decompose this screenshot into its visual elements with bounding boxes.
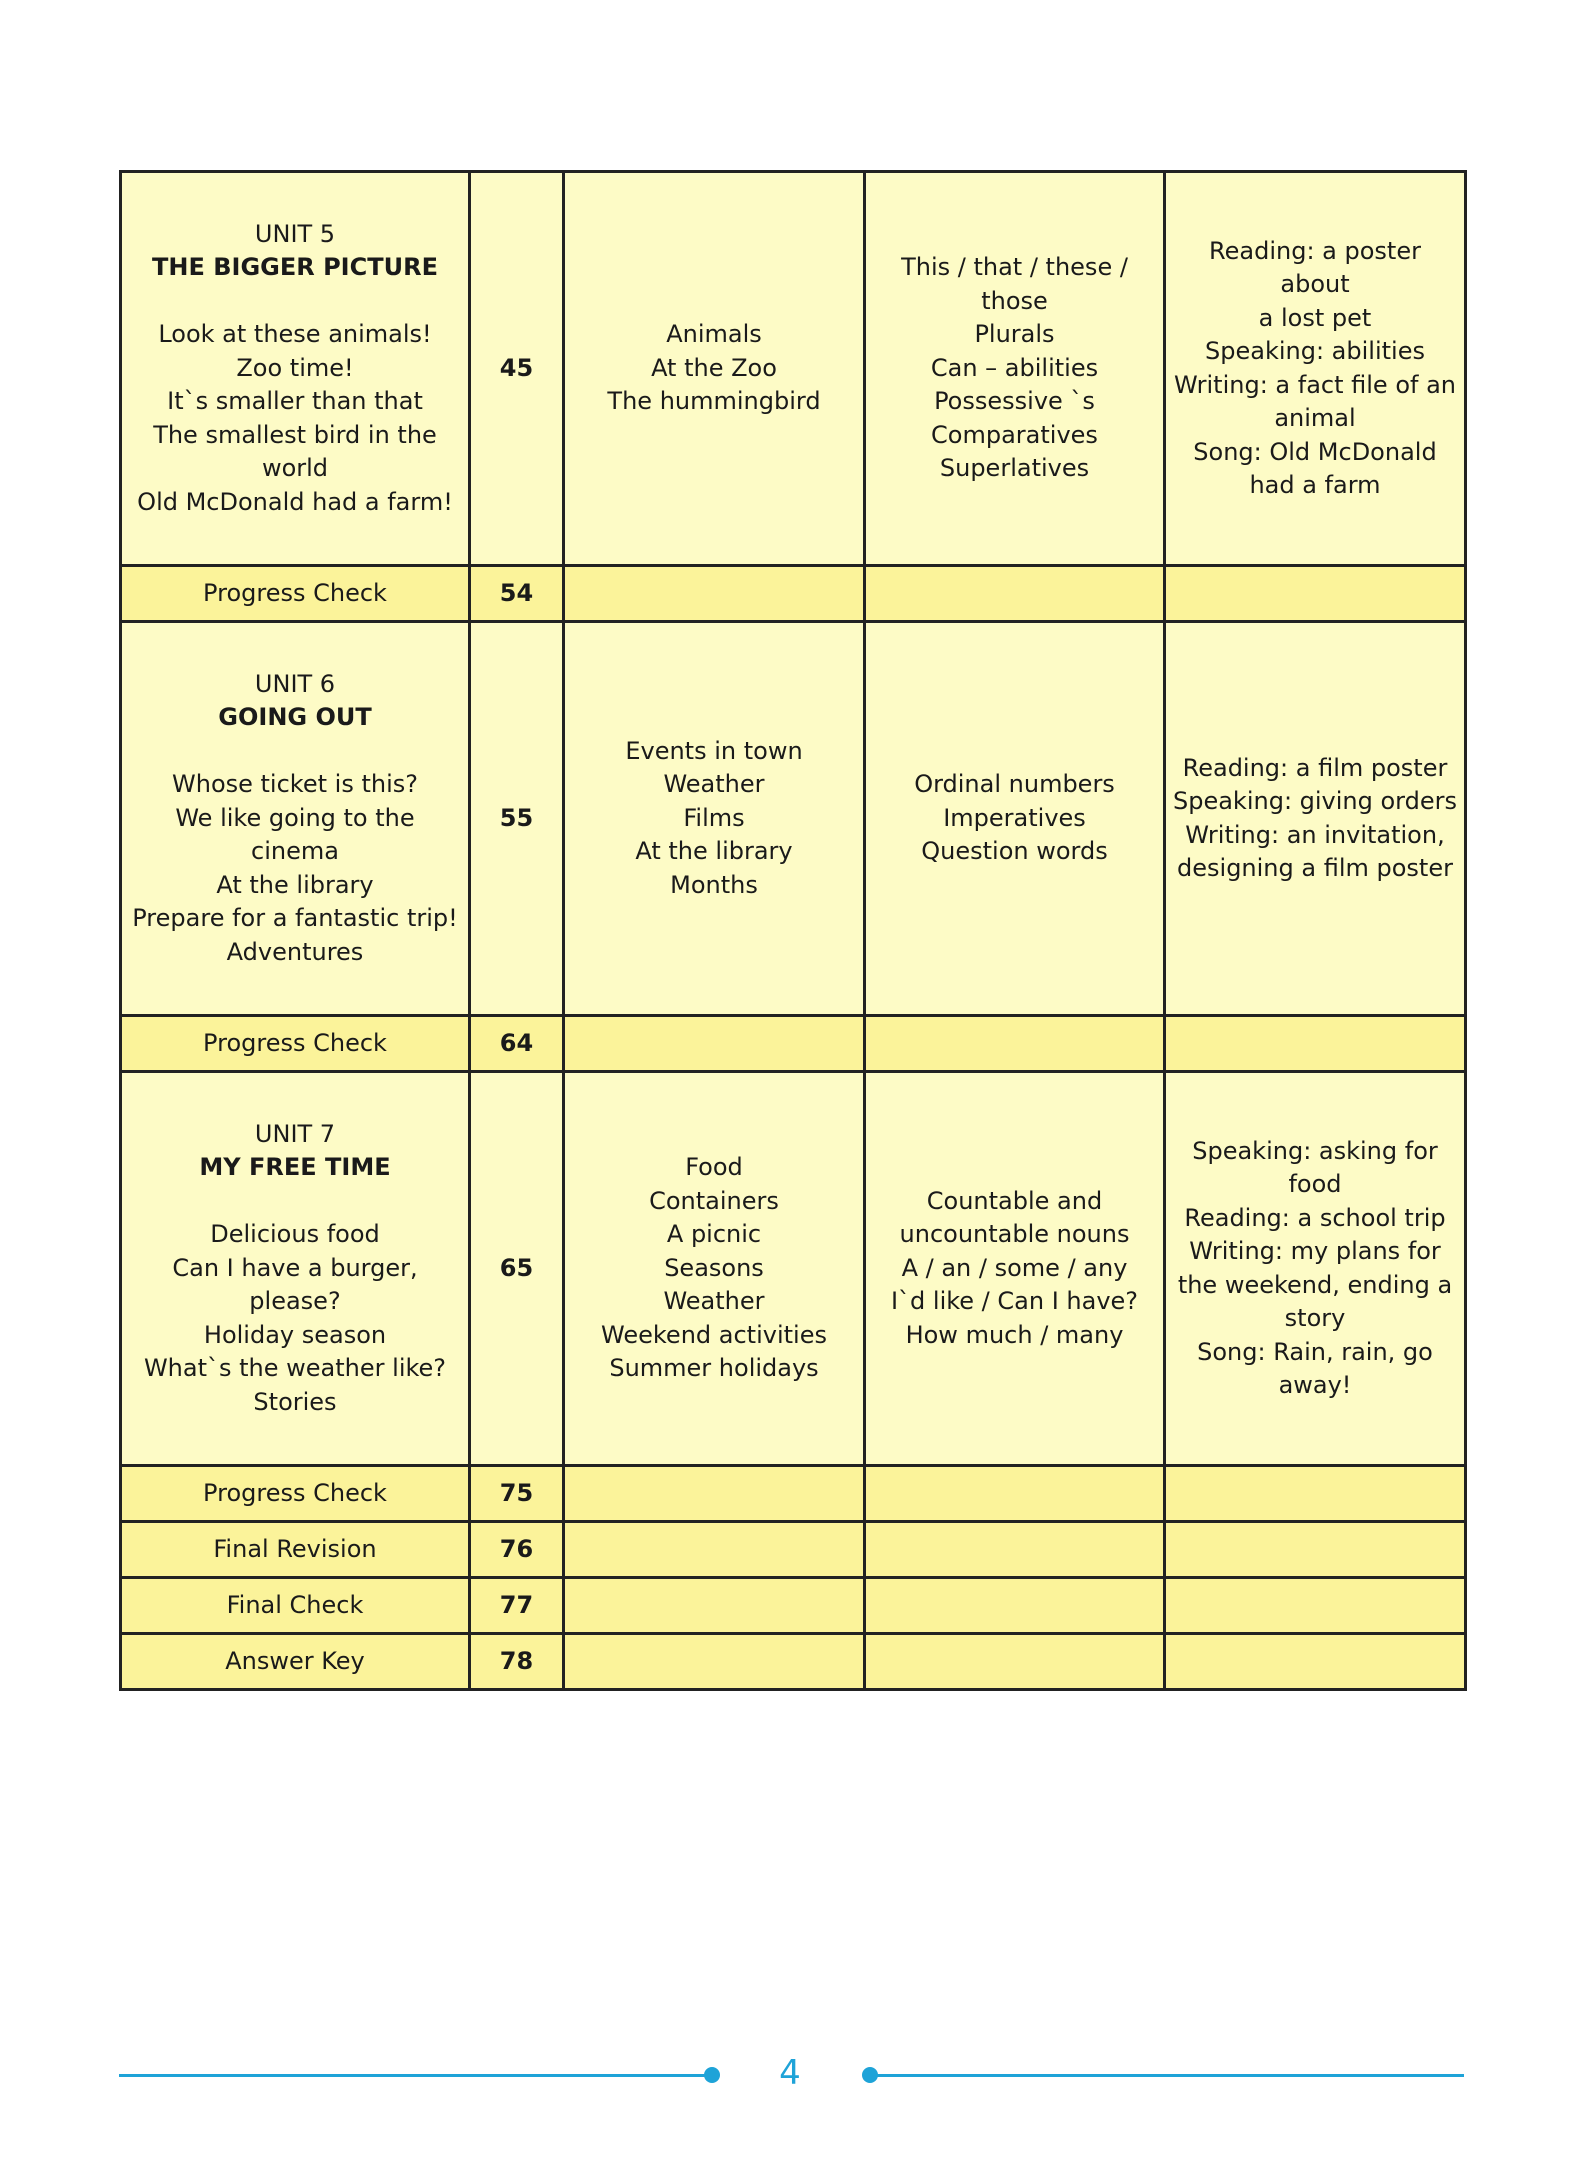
empty-cell [865, 1466, 1165, 1522]
text-line: a lost pet [1258, 303, 1372, 332]
text-line: Holiday season [203, 1320, 387, 1349]
footer-rule-right [870, 2074, 1464, 2077]
text-line: animal [1274, 404, 1356, 432]
text-line: designing a film poster [1177, 854, 1453, 882]
page-number-cell: 55 [470, 622, 564, 1016]
unit-label: UNIT 5 [254, 219, 336, 248]
unit-row [121, 1072, 1466, 1466]
vocabulary-cell [564, 1072, 865, 1466]
text-line: A picnic [666, 1220, 762, 1249]
text-line: away! [1278, 1371, 1352, 1399]
empty-cell [865, 1522, 1165, 1578]
text-line: Countable and [926, 1186, 1103, 1215]
text-line: Zoo time! [236, 353, 354, 382]
text-line: At the library [216, 870, 374, 899]
text-line: Containers [649, 1186, 779, 1215]
grammar-cell [865, 1072, 1165, 1466]
text-line: A / an / some / any [901, 1253, 1128, 1282]
skills-cell [1165, 622, 1466, 1016]
text-line: Question words [921, 837, 1108, 866]
text-line: Can – abilities [930, 353, 1099, 382]
text-line: The smallest bird in the world [153, 420, 437, 483]
check-row [121, 1522, 1466, 1578]
unit-cell [121, 172, 470, 566]
empty-cell [1165, 1466, 1466, 1522]
contents-table [119, 170, 1467, 1691]
grammar-cell [865, 172, 1165, 566]
empty-cell [1165, 1522, 1466, 1578]
check-label: Progress Check [121, 566, 470, 622]
text-line: story [1284, 1304, 1346, 1332]
check-row [121, 1634, 1466, 1690]
text-line: uncountable nouns [899, 1220, 1130, 1249]
check-label: Progress Check [121, 1466, 470, 1522]
page-number: 4 [779, 2053, 801, 2093]
text-line: How much / many [905, 1320, 1124, 1349]
check-page: 54 [470, 566, 564, 622]
empty-cell [564, 566, 865, 622]
text-line: This / that / these / [901, 253, 1128, 282]
text-line: those [981, 286, 1048, 315]
text-line: Delicious food [210, 1220, 380, 1249]
text-line: Writing: a fact file of an [1173, 370, 1456, 399]
lesson-list [128, 318, 462, 519]
check-row [121, 1578, 1466, 1634]
lesson-list [128, 1218, 462, 1419]
empty-cell [865, 1016, 1165, 1072]
unit-label: UNIT 7 [254, 1119, 336, 1148]
lesson-list [128, 768, 462, 969]
text-line: Animals [666, 320, 762, 349]
empty-cell [564, 1578, 865, 1634]
text-line: Summer holidays [609, 1354, 819, 1383]
text-line: Speaking: asking for [1192, 1136, 1438, 1165]
text-line: Plurals [974, 320, 1055, 349]
text-line: Can I have a burger, please? [172, 1253, 418, 1316]
check-page: 76 [470, 1522, 564, 1578]
text-line: Events in town [625, 736, 803, 765]
empty-cell [865, 566, 1165, 622]
unit-row [121, 622, 1466, 1016]
check-label: Answer Key [121, 1634, 470, 1690]
text-line: Seasons [664, 1253, 764, 1282]
empty-cell [1165, 1634, 1466, 1690]
text-line: Weekend activities [601, 1320, 827, 1349]
footer-dot-left [704, 2067, 720, 2083]
text-line: Speaking: giving orders [1172, 787, 1457, 815]
vocabulary-cell [564, 622, 865, 1016]
text-line: Weather [663, 1287, 765, 1316]
check-label: Final Revision [121, 1522, 470, 1578]
page-number-cell: 45 [470, 172, 564, 566]
check-label: Final Check [121, 1578, 470, 1634]
check-row [121, 1016, 1466, 1072]
text-line: What`s the weather like? [143, 1354, 447, 1383]
empty-cell [564, 1466, 865, 1522]
check-page: 75 [470, 1466, 564, 1522]
text-line: Stories [253, 1387, 337, 1416]
vocabulary-cell [564, 172, 865, 566]
text-line: The hummingbird [607, 387, 821, 416]
text-line: Prepare for a fantastic trip! [132, 904, 458, 933]
text-line: Months [670, 870, 758, 899]
empty-cell [1165, 1016, 1466, 1072]
empty-cell [1165, 1578, 1466, 1634]
text-line: Reading: a film poster [1182, 753, 1448, 782]
text-line: Adventures [226, 937, 364, 966]
text-line: Comparatives [931, 420, 1098, 449]
text-line: Weather [663, 770, 765, 799]
text-line: the weekend, ending a [1177, 1270, 1453, 1299]
text-line: Whose ticket is this? [172, 770, 418, 799]
grammar-cell [865, 622, 1165, 1016]
page-number-cell: 65 [470, 1072, 564, 1466]
text-line: Writing: my plans for [1189, 1237, 1441, 1265]
text-line: Reading: a school trip [1184, 1203, 1446, 1232]
empty-cell [1165, 566, 1466, 622]
check-row [121, 566, 1466, 622]
text-line: Films [683, 803, 745, 832]
check-page: 77 [470, 1578, 564, 1634]
text-line: Song: Old McDonald [1193, 437, 1437, 466]
check-page: 78 [470, 1634, 564, 1690]
text-line: Superlatives [939, 454, 1090, 483]
empty-cell [865, 1634, 1165, 1690]
text-line: At the Zoo [651, 353, 777, 382]
check-page: 64 [470, 1016, 564, 1072]
skills-cell [1165, 172, 1466, 566]
unit-row [121, 172, 1466, 566]
empty-cell [865, 1578, 1165, 1634]
text-line: Writing: an invitation, [1185, 820, 1445, 849]
footer-rule-left [119, 2074, 711, 2077]
contents-body [121, 172, 1466, 1690]
check-row [121, 1466, 1466, 1522]
text-line: Possessive `s [934, 387, 1095, 416]
check-label: Progress Check [121, 1016, 470, 1072]
text-line: Ordinal numbers [914, 770, 1115, 799]
unit-label: UNIT 6 [254, 669, 336, 698]
empty-cell [564, 1522, 865, 1578]
skills-cell [1165, 1072, 1466, 1466]
text-line: Speaking: abilities [1205, 337, 1425, 365]
text-line: Food [685, 1153, 743, 1182]
unit-title: GOING OUT [218, 703, 372, 732]
unit-cell [121, 1072, 470, 1466]
empty-cell [564, 1016, 865, 1072]
text-line: We like going to the cinema [175, 803, 415, 866]
unit-title: THE BIGGER PICTURE [152, 253, 438, 282]
empty-cell [564, 1634, 865, 1690]
text-line: had a farm [1249, 471, 1381, 499]
text-line: Old McDonald had a farm! [137, 487, 453, 516]
unit-title: MY FREE TIME [199, 1153, 391, 1182]
text-line: I`d like / Can I have? [890, 1287, 1139, 1316]
unit-cell [121, 622, 470, 1016]
text-line: It`s smaller than that [167, 387, 423, 416]
text-line: food [1288, 1170, 1342, 1198]
text-line: Reading: a poster about [1209, 236, 1421, 298]
text-line: Look at these animals! [158, 320, 432, 349]
text-line: Imperatives [943, 803, 1086, 832]
text-line: At the library [635, 837, 793, 866]
text-line: Song: Rain, rain, go [1197, 1337, 1433, 1366]
